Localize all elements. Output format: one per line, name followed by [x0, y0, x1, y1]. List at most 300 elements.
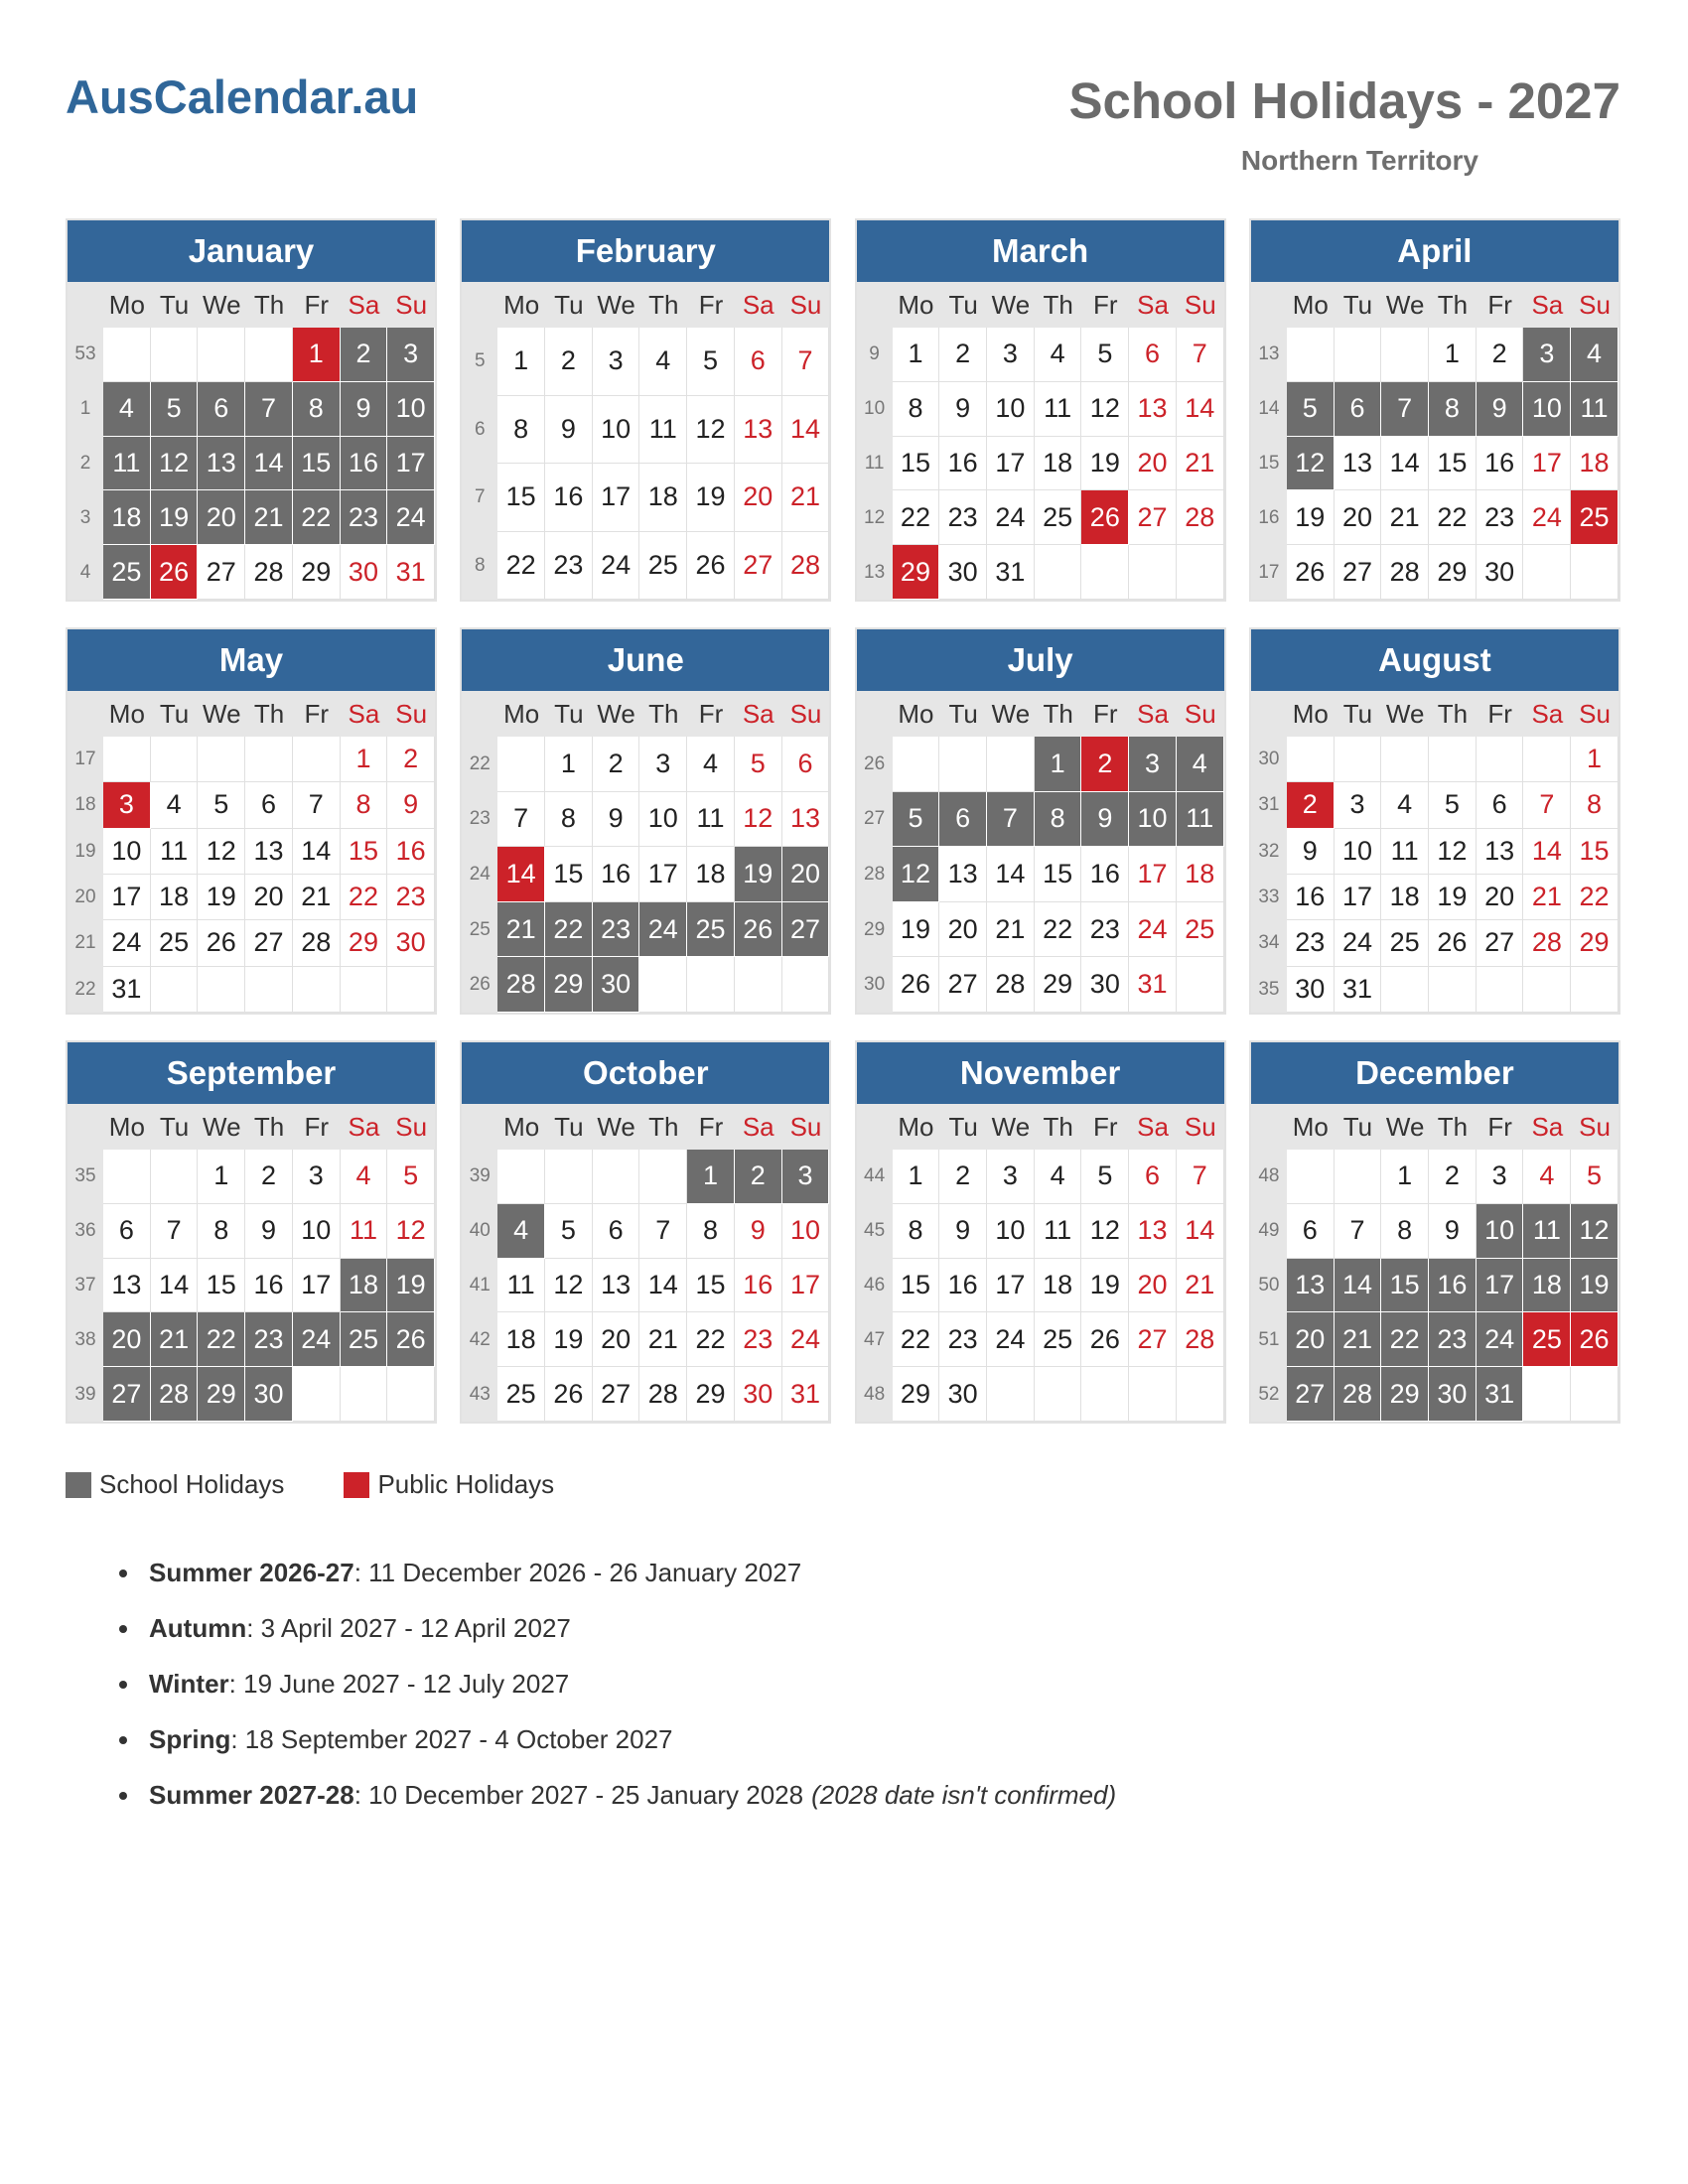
empty-day-cell: [1523, 545, 1571, 600]
day-cell: 4: [639, 328, 687, 396]
day-cell: 11: [1035, 1204, 1082, 1259]
day-cell: 30: [1081, 957, 1129, 1013]
day-cell: 22: [893, 490, 940, 545]
week-row: [68, 437, 435, 491]
empty-day-cell: [103, 737, 151, 782]
day-cell: 11: [497, 1259, 545, 1313]
week-row: [857, 382, 1224, 437]
weekday-label: Sa: [341, 1104, 388, 1150]
empty-day-cell: [151, 967, 199, 1013]
weekday-label: Tu: [545, 1104, 593, 1150]
weekday-label: Sa: [735, 691, 782, 737]
day-cell: 31: [1129, 957, 1177, 1013]
day-cell: 16: [593, 847, 640, 902]
day-cell: 19: [545, 1312, 593, 1367]
school-holiday-day: 10: [1523, 382, 1571, 437]
empty-day-cell: [497, 737, 545, 792]
day-cell: 27: [198, 545, 245, 600]
weekday-label: Fr: [687, 691, 735, 737]
week-number: 39: [462, 1150, 497, 1204]
weekday-label: We: [987, 282, 1035, 328]
empty-day-cell: [1477, 737, 1524, 782]
empty-day-cell: [103, 328, 151, 382]
school-holiday-day: 9: [1477, 382, 1524, 437]
day-cell: 16: [1287, 875, 1335, 920]
weekday-label: Th: [1035, 282, 1082, 328]
week-number-corner: [1251, 282, 1287, 328]
day-cell: 24: [593, 532, 640, 601]
week-number: 28: [857, 847, 893, 902]
week-number: 24: [462, 847, 497, 902]
school-holiday-day: 12: [1287, 437, 1335, 491]
day-cell: 18: [1035, 1259, 1082, 1313]
weekday-label: Th: [245, 282, 293, 328]
weekday-label: We: [1381, 691, 1429, 737]
month-october: [460, 1040, 831, 1424]
day-cell: 1: [1571, 737, 1618, 782]
day-cell: 1: [1381, 1150, 1429, 1204]
day-cell: 27: [1129, 490, 1177, 545]
day-cell: 27: [939, 957, 987, 1013]
day-cell: 22: [893, 1312, 940, 1367]
day-cell: 10: [1335, 829, 1382, 875]
term-dates: : 19 June 2027 - 12 July 2027: [228, 1668, 570, 1699]
week-number: 18: [68, 782, 103, 828]
week-number: 37: [68, 1259, 103, 1313]
week-row: [68, 1150, 435, 1204]
weekday-label: Fr: [1081, 282, 1129, 328]
day-cell: 28: [1523, 920, 1571, 966]
school-holiday-day: 23: [1429, 1312, 1477, 1367]
day-cell: 6: [103, 1204, 151, 1259]
day-cell: 10: [987, 382, 1035, 437]
day-cell: 28: [782, 532, 830, 601]
day-cell: 24: [782, 1312, 830, 1367]
week-number: 51: [1251, 1312, 1287, 1367]
empty-day-cell: [639, 1150, 687, 1204]
week-number: 3: [68, 490, 103, 545]
day-cell: 24: [1129, 902, 1177, 958]
weekday-label: Su: [1571, 1104, 1618, 1150]
school-holiday-day: 10: [1477, 1204, 1524, 1259]
school-holiday-day: 3: [782, 1150, 830, 1204]
week-row: [68, 382, 435, 437]
school-holiday-day: 12: [1571, 1204, 1618, 1259]
week-number: 27: [857, 792, 893, 848]
school-holiday-day: 3: [1129, 737, 1177, 792]
day-cell: 19: [1429, 875, 1477, 920]
week-number: 29: [857, 902, 893, 958]
day-cell: 1: [341, 737, 388, 782]
weekday-label: Th: [639, 691, 687, 737]
day-cell: 10: [782, 1204, 830, 1259]
week-number: 9: [857, 328, 893, 382]
public-holiday-day: 26: [1571, 1312, 1618, 1367]
day-cell: 4: [1035, 328, 1082, 382]
week-row: [1251, 1367, 1618, 1422]
weekday-label: We: [1381, 282, 1429, 328]
week-number: 22: [462, 737, 497, 792]
school-holiday-day: 10: [387, 382, 435, 437]
empty-day-cell: [245, 328, 293, 382]
day-cell: 30: [939, 545, 987, 600]
weekday-label: Su: [1571, 691, 1618, 737]
school-holiday-day: 30: [245, 1367, 293, 1422]
day-cell: 13: [1129, 1204, 1177, 1259]
school-holiday-day: 7: [245, 382, 293, 437]
weekday-label: Mo: [103, 1104, 151, 1150]
day-cell: 20: [1129, 1259, 1177, 1313]
day-cell: 22: [1429, 490, 1477, 545]
day-cell: 15: [1429, 437, 1477, 491]
day-cell: 12: [198, 829, 245, 875]
empty-day-cell: [341, 1367, 388, 1422]
public-holiday-day: 14: [497, 847, 545, 902]
week-number: 42: [462, 1312, 497, 1367]
day-cell: 27: [1335, 545, 1382, 600]
empty-day-cell: [293, 1367, 341, 1422]
weekday-label: Sa: [1523, 1104, 1571, 1150]
weekday-label: Fr: [1081, 691, 1129, 737]
school-holiday-day: 23: [341, 490, 388, 545]
day-cell: 29: [293, 545, 341, 600]
day-cell: 19: [1081, 437, 1129, 491]
school-holiday-day: 20: [103, 1312, 151, 1367]
week-row: [1251, 1150, 1618, 1204]
day-cell: 25: [1381, 920, 1429, 966]
school-holiday-day: 14: [1335, 1259, 1382, 1313]
month-november: [855, 1040, 1226, 1424]
weekday-label: Sa: [735, 1104, 782, 1150]
day-cell: 1: [893, 1150, 940, 1204]
week-number: 52: [1251, 1367, 1287, 1422]
school-holiday-day: 6: [1335, 382, 1382, 437]
day-cell: 4: [1035, 1150, 1082, 1204]
school-holiday-day: 6: [198, 382, 245, 437]
day-cell: 15: [1035, 847, 1082, 902]
month-title: May: [68, 629, 435, 691]
public-holiday-day: 25: [1523, 1312, 1571, 1367]
school-holiday-day: 19: [151, 490, 199, 545]
week-number: 23: [462, 792, 497, 848]
week-row: [68, 545, 435, 600]
week-number: 32: [1251, 829, 1287, 875]
week-number-corner: [857, 282, 893, 328]
empty-day-cell: [198, 737, 245, 782]
week-number: 26: [857, 737, 893, 792]
day-cell: 7: [1335, 1204, 1382, 1259]
week-number-corner: [462, 691, 497, 737]
day-cell: 3: [1335, 782, 1382, 828]
day-cell: 21: [639, 1312, 687, 1367]
empty-day-cell: [1287, 1150, 1335, 1204]
school-holiday-day: 13: [198, 437, 245, 491]
day-cell: 7: [1177, 328, 1224, 382]
school-holiday-day: 20: [198, 490, 245, 545]
weekday-label: Mo: [497, 691, 545, 737]
week-row: [857, 1204, 1224, 1259]
week-row: [462, 1259, 829, 1313]
school-holiday-day: 29: [1381, 1367, 1429, 1422]
week-number: 26: [462, 957, 497, 1013]
term-name: Autumn: [149, 1612, 247, 1643]
day-cell: 15: [893, 437, 940, 491]
month-may: [66, 627, 437, 1015]
empty-day-cell: [1429, 737, 1477, 782]
school-holiday-day: 28: [1335, 1367, 1382, 1422]
day-cell: 9: [939, 382, 987, 437]
week-number: 12: [857, 490, 893, 545]
region-subtitle: Northern Territory: [1240, 145, 1478, 176]
month-title: January: [68, 220, 435, 282]
weekday-label: Tu: [1335, 1104, 1382, 1150]
day-cell: 4: [687, 737, 735, 792]
empty-day-cell: [387, 1367, 435, 1422]
weekday-label: Su: [387, 1104, 435, 1150]
week-number: 13: [857, 545, 893, 600]
day-cell: 10: [593, 396, 640, 465]
week-number: 10: [857, 382, 893, 437]
week-rows: [1251, 737, 1618, 1013]
day-cell: 18: [1035, 437, 1082, 491]
month-june: [460, 627, 831, 1015]
page-title: School Holidays - 2027: [1068, 72, 1620, 129]
empty-day-cell: [1571, 1367, 1618, 1422]
school-holiday-day: 23: [593, 902, 640, 958]
day-cell: 31: [1335, 967, 1382, 1013]
day-cell: 12: [1081, 382, 1129, 437]
school-holiday-day: 11: [1523, 1204, 1571, 1259]
day-cell: 1: [893, 328, 940, 382]
day-cell: 23: [735, 1312, 782, 1367]
school-holiday-day: 17: [1477, 1259, 1524, 1313]
week-number: 34: [1251, 920, 1287, 966]
day-cell: 21: [1177, 1259, 1224, 1313]
month-title: April: [1251, 220, 1618, 282]
day-cell: 4: [151, 782, 199, 828]
week-row: [857, 902, 1224, 958]
week-row: [68, 782, 435, 828]
school-holiday-day: 8: [1429, 382, 1477, 437]
day-cell: 30: [735, 1367, 782, 1422]
week-number: 14: [1251, 382, 1287, 437]
week-row: [68, 490, 435, 545]
empty-day-cell: [245, 967, 293, 1013]
weekday-label: We: [593, 282, 640, 328]
empty-day-cell: [198, 967, 245, 1013]
calendar-grid: [66, 218, 1620, 1424]
holiday-term-list: [149, 1545, 1116, 1823]
school-holiday-day: 5: [1287, 382, 1335, 437]
day-cell: 7: [1177, 1150, 1224, 1204]
school-holiday-day: 9: [341, 382, 388, 437]
term-note: (2028 date isn't confirmed): [811, 1779, 1117, 1810]
holiday-term-item: [149, 1545, 1116, 1600]
day-cell: 9: [1287, 829, 1335, 875]
month-august: [1249, 627, 1620, 1015]
week-number: 40: [462, 1204, 497, 1259]
week-row: [462, 902, 829, 958]
day-cell: 23: [545, 532, 593, 601]
day-cell: 26: [893, 957, 940, 1013]
public-holiday-day: 2: [1081, 737, 1129, 792]
day-cell: 3: [593, 328, 640, 396]
empty-day-cell: [151, 1150, 199, 1204]
week-row: [68, 967, 435, 1013]
day-cell: 5: [1081, 1150, 1129, 1204]
term-dates: : 18 September 2027 - 4 October 2027: [230, 1723, 673, 1754]
day-cell: 1: [1429, 328, 1477, 382]
week-row: [462, 1204, 829, 1259]
week-number: 7: [462, 464, 497, 532]
empty-day-cell: [1523, 967, 1571, 1013]
empty-day-cell: [782, 957, 830, 1013]
public-holiday-day: 25: [1571, 490, 1618, 545]
day-cell: 9: [939, 1204, 987, 1259]
day-cell: 29: [1571, 920, 1618, 966]
day-cell: 9: [593, 792, 640, 848]
day-cell: 5: [198, 782, 245, 828]
week-number: 53: [68, 328, 103, 382]
day-cell: 8: [893, 1204, 940, 1259]
empty-day-cell: [1129, 545, 1177, 600]
week-row: [462, 396, 829, 465]
public-holiday-day: 29: [893, 545, 940, 600]
month-april: [1249, 218, 1620, 602]
empty-day-cell: [198, 328, 245, 382]
school-holiday-day: 24: [1477, 1312, 1524, 1367]
school-holiday-day: 30: [593, 957, 640, 1013]
school-holiday-day: 31: [1477, 1367, 1524, 1422]
school-holiday-day: 20: [782, 847, 830, 902]
week-row: [857, 437, 1224, 491]
week-number: 47: [857, 1312, 893, 1367]
day-cell: 12: [387, 1204, 435, 1259]
month-january: [66, 218, 437, 602]
day-cell: 4: [341, 1150, 388, 1204]
week-number-corner: [857, 691, 893, 737]
public-holiday-day: 3: [103, 782, 151, 828]
day-cell: 3: [987, 1150, 1035, 1204]
site-logo[interactable]: AusCalendar.au: [66, 70, 419, 123]
day-cell: 19: [1287, 490, 1335, 545]
day-cell: 2: [1477, 328, 1524, 382]
school-holiday-day: 4: [1571, 328, 1618, 382]
day-cell: 4: [1523, 1150, 1571, 1204]
term-name: Winter: [149, 1668, 229, 1699]
day-cell: 12: [735, 792, 782, 848]
day-cell: 12: [545, 1259, 593, 1313]
day-cell: 26: [1429, 920, 1477, 966]
day-cell: 25: [151, 920, 199, 966]
school-holiday-day: 25: [341, 1312, 388, 1367]
weekday-label: Su: [387, 282, 435, 328]
holiday-term-item: [149, 1600, 1116, 1656]
day-cell: 17: [103, 875, 151, 920]
school-holiday-day: 19: [1571, 1259, 1618, 1313]
weekday-label: Fr: [687, 282, 735, 328]
day-cell: 13: [735, 396, 782, 465]
week-rows: [462, 737, 829, 1013]
weekday-label: Fr: [293, 282, 341, 328]
day-cell: 23: [939, 1312, 987, 1367]
day-cell: 8: [341, 782, 388, 828]
day-cell: 22: [1571, 875, 1618, 920]
day-cell: 31: [782, 1367, 830, 1422]
school-holiday-day: 5: [893, 792, 940, 848]
school-holiday-day: 25: [687, 902, 735, 958]
week-number: 41: [462, 1259, 497, 1313]
school-holiday-day: 21: [151, 1312, 199, 1367]
day-cell: 29: [893, 1367, 940, 1422]
week-row: [68, 328, 435, 382]
weekday-label: We: [987, 1104, 1035, 1150]
week-number: 13: [1251, 328, 1287, 382]
weekday-label: Mo: [103, 691, 151, 737]
week-row: [857, 545, 1224, 600]
day-cell: 30: [387, 920, 435, 966]
week-row: [1251, 490, 1618, 545]
weekday-label: Th: [639, 282, 687, 328]
day-cell: 25: [1035, 490, 1082, 545]
day-cell: 2: [939, 1150, 987, 1204]
day-cell: 20: [245, 875, 293, 920]
month-title: June: [462, 629, 829, 691]
empty-day-cell: [639, 957, 687, 1013]
weekday-label: Sa: [1129, 691, 1177, 737]
weekday-label: Tu: [545, 691, 593, 737]
term-dates: : 11 December 2026 - 26 January 2027: [353, 1557, 802, 1587]
school-holiday-day: 1: [687, 1150, 735, 1204]
week-number-corner: [462, 282, 497, 328]
day-cell: 15: [1571, 829, 1618, 875]
weekday-label: Tu: [939, 282, 987, 328]
week-row: [68, 1259, 435, 1313]
month-title: October: [462, 1042, 829, 1104]
week-rows: [68, 328, 435, 600]
weekday-label: Sa: [1523, 282, 1571, 328]
weekday-label: Th: [639, 1104, 687, 1150]
day-cell: 16: [387, 829, 435, 875]
day-cell: 18: [639, 464, 687, 532]
empty-day-cell: [893, 737, 940, 792]
day-cell: 24: [987, 490, 1035, 545]
week-number: 2: [68, 437, 103, 491]
week-row: [1251, 920, 1618, 966]
school-holiday-day: 6: [939, 792, 987, 848]
school-holiday-day: 24: [639, 902, 687, 958]
day-cell: 21: [782, 464, 830, 532]
school-holiday-day: 27: [782, 902, 830, 958]
day-cell: 12: [1429, 829, 1477, 875]
week-row: [1251, 1312, 1618, 1367]
day-cell: 3: [987, 328, 1035, 382]
month-title: February: [462, 220, 829, 282]
weekday-header: [462, 1104, 829, 1150]
day-cell: 8: [893, 382, 940, 437]
day-cell: 9: [245, 1204, 293, 1259]
weekday-header: [1251, 282, 1618, 328]
week-row: [462, 847, 829, 902]
week-number: 39: [68, 1367, 103, 1422]
school-holiday-day: 19: [735, 847, 782, 902]
weekday-header: [857, 282, 1224, 328]
weekday-label: We: [198, 282, 245, 328]
week-row: [1251, 382, 1618, 437]
day-cell: 13: [939, 847, 987, 902]
week-row: [857, 1367, 1224, 1422]
weekday-label: Sa: [1129, 1104, 1177, 1150]
